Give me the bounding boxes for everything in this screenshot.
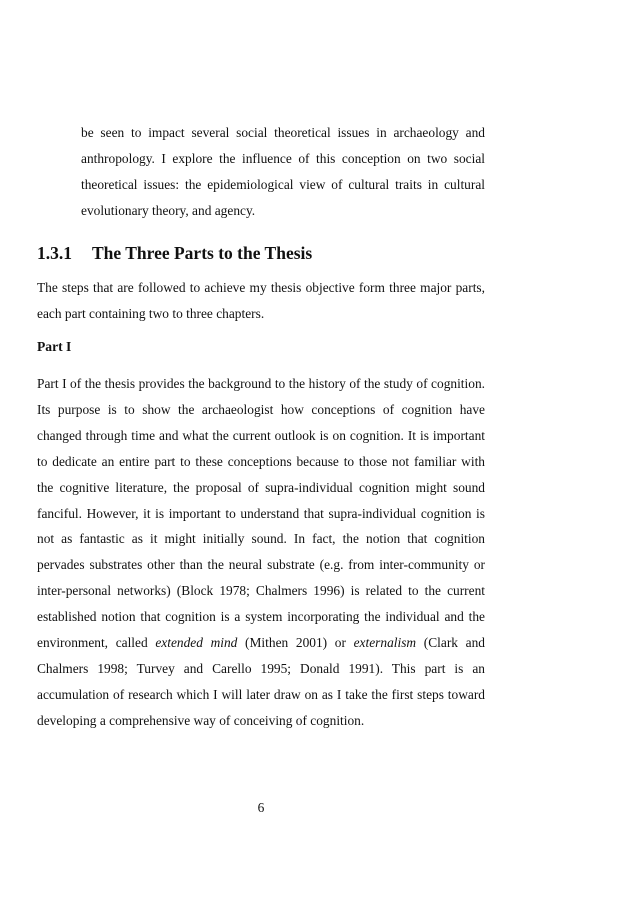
- part-heading: Part I: [37, 339, 72, 354]
- continuation-paragraph: be seen to impact several social theoretical issues in archaeology and anthropology. I explore the influence of this conception on two social theoretical issues: the epidemiological view of cultural traits in cultural evolutionary theory, and agency.: [81, 125, 485, 218]
- section-title: The Three Parts to the Thesis: [92, 243, 313, 263]
- section-heading: [37, 243, 497, 264]
- part-paragraph: [37, 371, 485, 734]
- section-number: 1.3.1: [37, 243, 72, 263]
- term-extended-mind: extended mind: [155, 635, 238, 651]
- term-externalism: externalism: [353, 635, 417, 651]
- section-intro-paragraph: The steps that are followed to achieve my thesis objective form three major parts, each part containing two to three chapters.: [37, 280, 485, 321]
- page-number: 6: [257, 800, 265, 815]
- part-text-1: Part I of the thesis provides the background to the history of the study of cognition. Its purpose is to show the archaeologist how conceptions of cognition have changed through time and what the current outlook is on cognition. It is important to dedicate an entire part to these conceptions because to those not familiar with the cognitive literature, the proposal of supra-individual cognition might sound fanciful. However, it is important to understand that supra-individual cognition is not as fantastic as it might initially sound. In fact, the notion that cognition pervades substrates other than the neural substrate (e.g. from inter-community or inter-personal networks) (Block 1978; Chalmers 1996) is related to the current established notion that cognition is a system incorporating the individual and the environment, called: [37, 376, 485, 651]
- part-text-2: (Mithen 2001) or: [237, 635, 354, 651]
- part-text-3: (Clark and Chalmers 1998; Turvey and Carello 1995; Donald 1991). This part is an accumulation of research which I will later draw on as I take the first steps toward developing a comprehensive way of conceiving of cognition.: [37, 635, 485, 728]
